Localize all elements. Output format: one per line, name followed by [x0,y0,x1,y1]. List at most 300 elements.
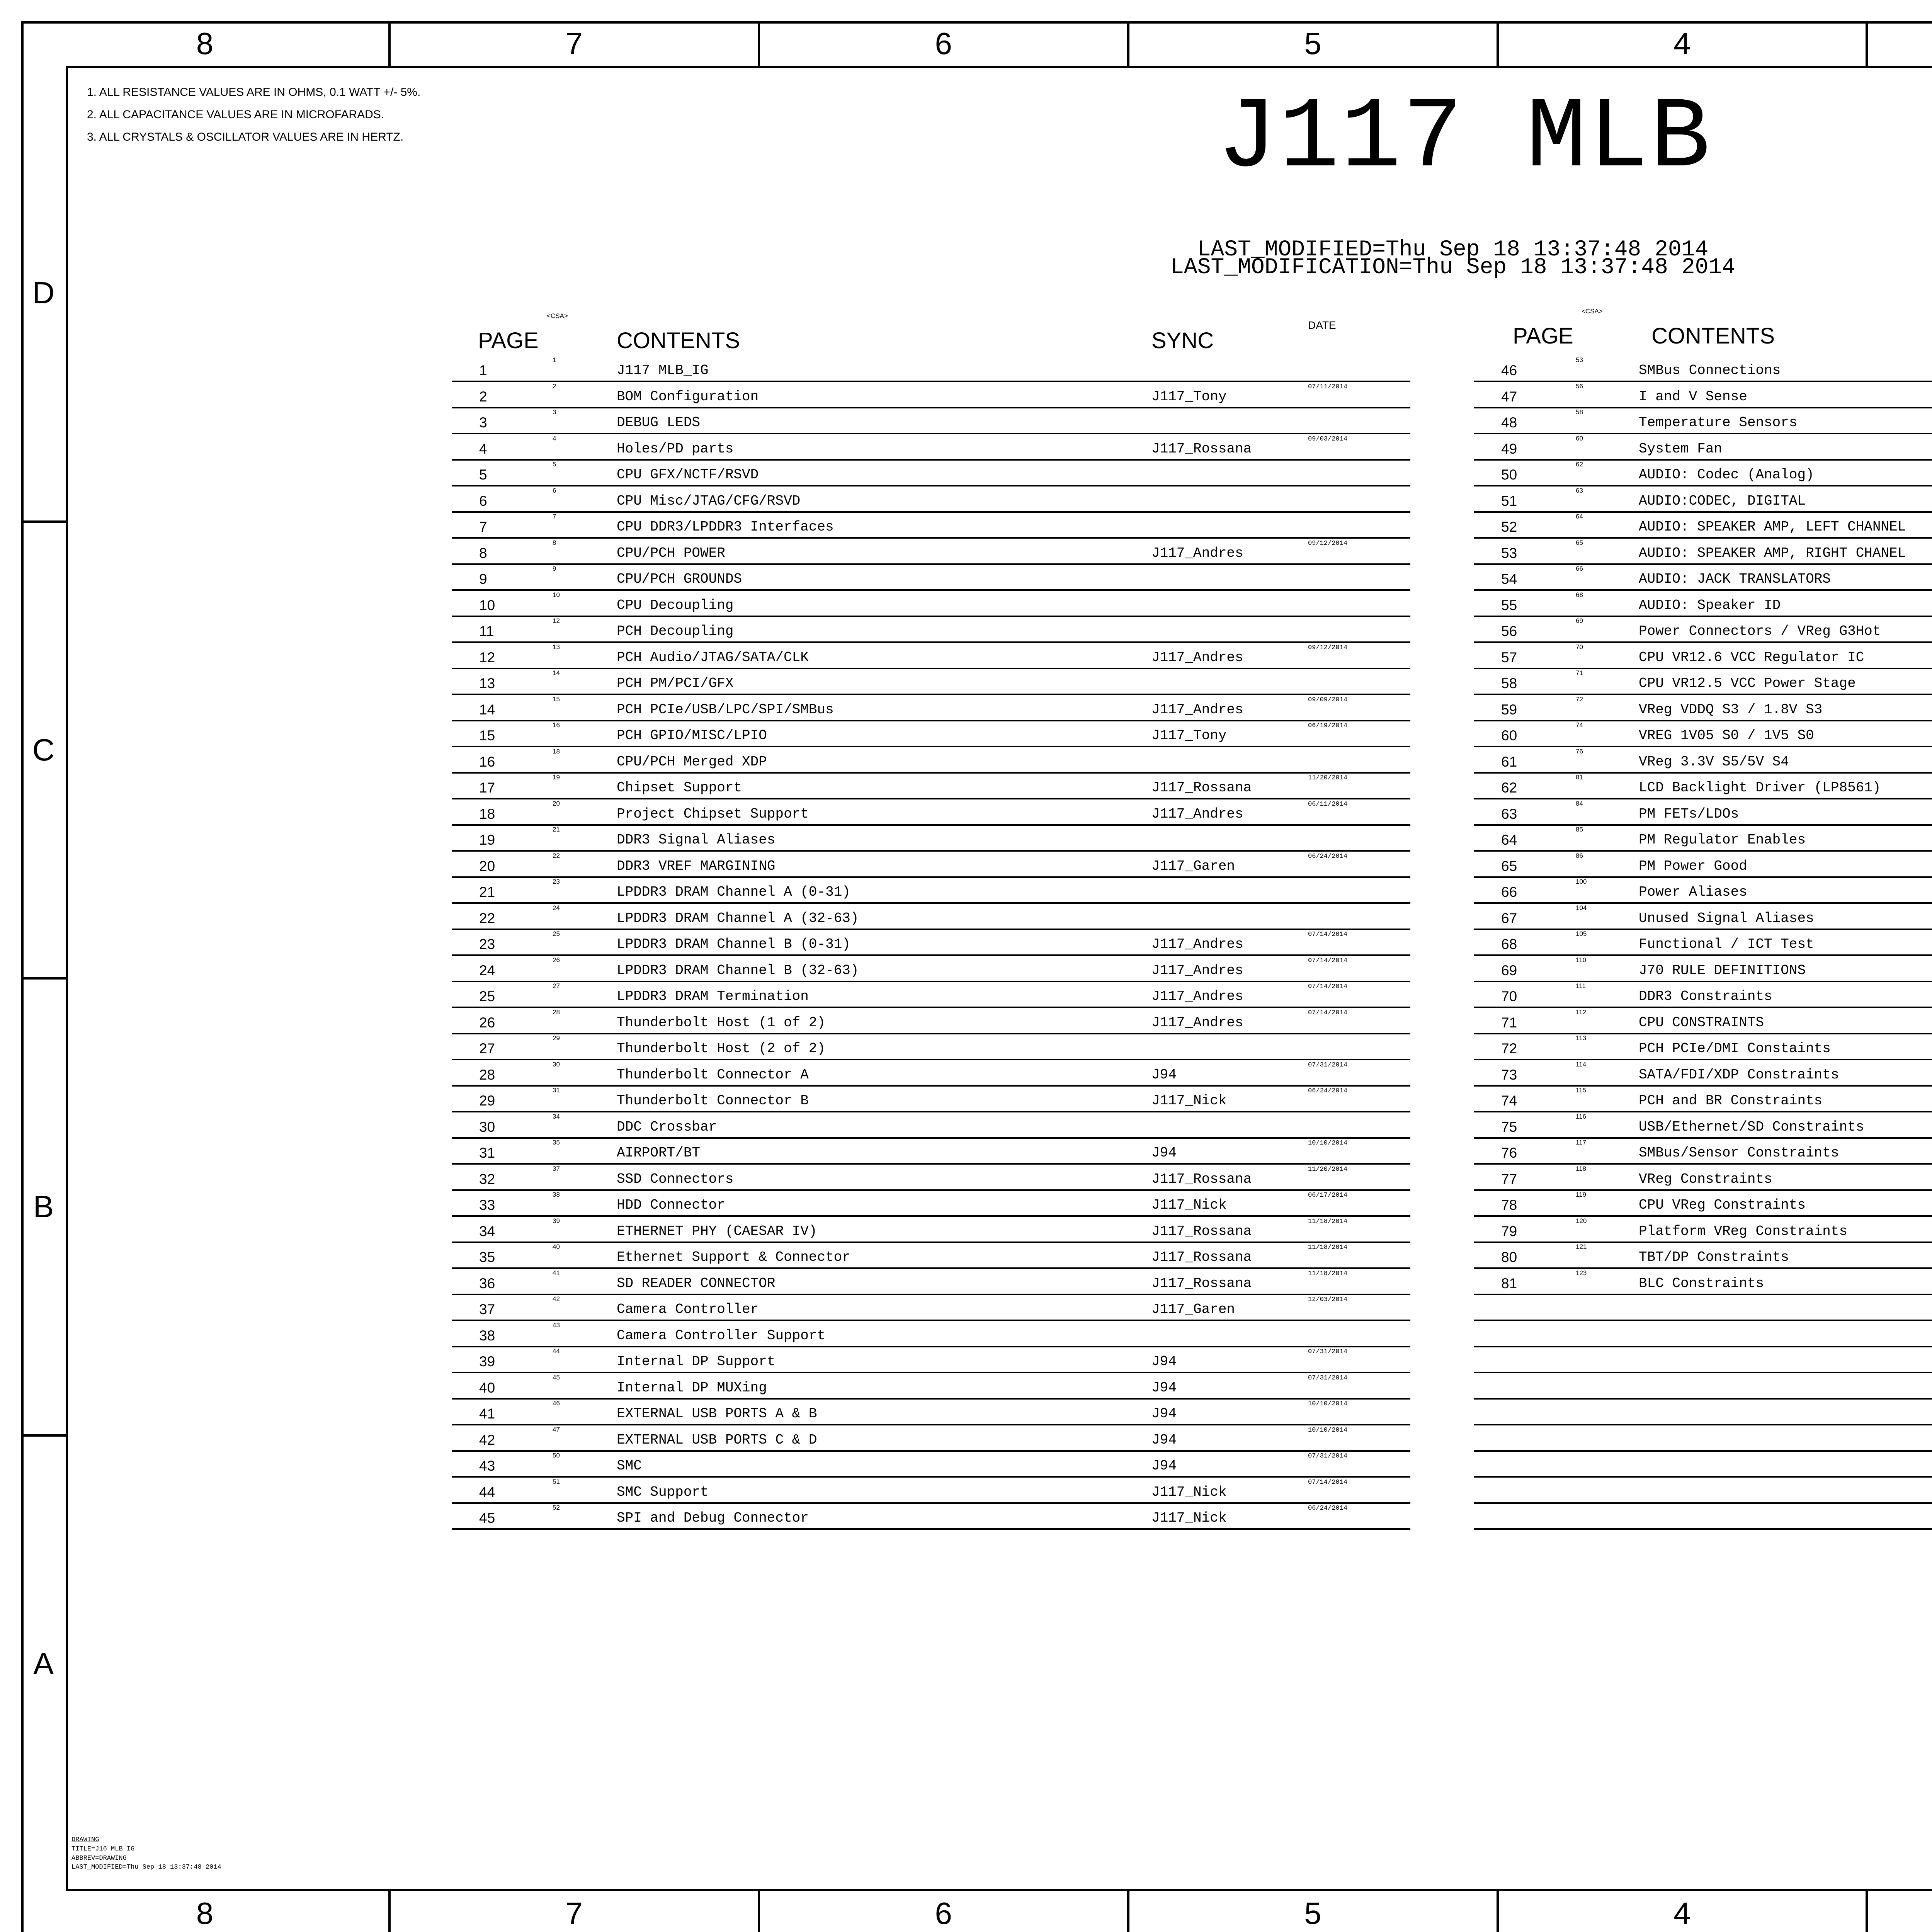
toc-date: 09/12/2014 [1308,644,1348,651]
toc-csa-number: 121 [1576,1243,1587,1250]
toc-page-number: 49 [1501,440,1517,457]
toc-page-number: 69 [1501,962,1517,978]
toc-sync: J117_Andres [1151,806,1243,822]
toc-row [452,878,1410,904]
toc-contents-header: CONTENTS [1651,323,1775,349]
toc-contents: ETHERNET PHY (CAESAR IV) [617,1223,817,1239]
toc-page-number: 62 [1501,780,1517,796]
toc-contents: System Fan [1639,440,1723,457]
toc-csa-number: 69 [1576,617,1583,624]
toc-page-number: 15 [479,728,495,743]
toc-page-number: 57 [1501,649,1517,665]
stamp-line: ABBREV=DRAWING [71,1854,127,1862]
toc-csa-number: 113 [1576,1034,1587,1042]
toc-csa-number: 50 [553,1452,560,1459]
toc-row [452,1295,1410,1321]
toc-contents: Power Aliases [1639,884,1747,900]
toc-contents: SPI and Debug Connector [617,1510,809,1526]
toc-row [452,487,1410,513]
toc-page-number: 66 [1501,884,1517,900]
toc-csa-number: 71 [1576,669,1583,677]
toc-csa-number: 44 [553,1347,560,1355]
toc-page-number: 50 [1501,467,1517,483]
toc-contents: J117 MLB_IG [617,362,709,378]
toc-contents: DDR3 Constraints [1639,988,1772,1004]
toc-page-number: 72 [1501,1041,1517,1056]
toc-sync: J94 [1151,1145,1177,1161]
toc-csa-number: 38 [553,1191,560,1198]
toc-row [1474,904,1932,930]
toc-page-number: 20 [479,858,495,874]
toc-page-number: 6 [479,493,487,509]
toc-page-number: 41 [479,1406,495,1422]
toc-page-number: 23 [479,936,495,952]
toc-contents: CPU Misc/JTAG/CFG/RSVD [617,493,801,509]
toc-contents: Power Connectors / VReg G3Hot [1639,623,1881,639]
toc-csa-number: 62 [1576,461,1583,468]
toc-contents: CPU Decoupling [617,597,734,613]
toc-page-number: 33 [479,1197,495,1213]
toc-date: 07/11/2014 [1308,383,1348,391]
toc-contents: Holes/PD parts [617,440,734,457]
toc-csa-number: 85 [1576,826,1583,833]
toc-csa-header: <CSA> [1582,308,1603,315]
toc-contents: DDC Crossbar [617,1119,717,1135]
toc-row [452,748,1410,774]
toc-row [452,591,1410,617]
toc-contents: PCH Audio/JTAG/SATA/CLK [617,649,809,665]
toc-date: 11/18/2014 [1308,1244,1348,1251]
toc-sync-header: SYNC [1151,328,1214,353]
toc-csa-number: 56 [1576,382,1583,390]
toc-contents: DEBUG LEDS [617,415,701,430]
toc-row [452,565,1410,591]
toc-row [452,1009,1410,1034]
toc-date: 09/03/2014 [1308,435,1348,443]
toc-csa-number: 60 [1576,434,1583,442]
toc-csa-number: 52 [553,1504,560,1511]
toc-page-number: 61 [1501,753,1517,770]
toc-contents: Thunderbolt Connector B [617,1093,809,1109]
toc-page-number: 7 [479,519,487,535]
toc-csa-number: 81 [1576,774,1583,781]
toc-contents: CPU DDR3/LPDDR3 Interfaces [617,519,834,535]
toc-date: 10/10/2014 [1308,1426,1348,1434]
toc-page-number: 51 [1501,493,1517,509]
toc-row [452,1243,1410,1269]
toc-contents: SMBus/Sensor Constraints [1639,1145,1839,1161]
toc-date: 07/14/2014 [1308,957,1348,964]
toc-row [1474,408,1932,434]
toc-row [452,356,1410,382]
toc-page-number: 67 [1501,910,1517,926]
toc-date: 06/11/2014 [1308,800,1348,808]
toc-sync: J117_Garen [1151,1301,1235,1317]
toc-contents: J70 RULE DEFINITIONS [1639,962,1806,978]
toc-contents: SD READER CONNECTOR [617,1275,776,1291]
toc-csa-number: 70 [1576,643,1583,651]
stamp-line: LAST_MODIFIED=Thu Sep 18 13:37:48 2014 [71,1864,221,1871]
zone-band-bottom [21,1891,1932,1932]
toc-page-number: 30 [479,1119,495,1135]
toc-row [452,643,1410,669]
general-note: 1. ALL RESISTANCE VALUES ARE IN OHMS, 0.1 WATT +/- 5%. [87,86,421,99]
toc-contents: BLC Constraints [1639,1275,1764,1291]
toc-contents: EXTERNAL USB PORTS A & B [617,1406,817,1422]
toc-page-number: 29 [479,1093,495,1109]
toc-row [1474,356,1932,382]
toc-empty-row [1474,1321,1932,1347]
toc-row [1474,487,1932,513]
toc-date: 07/31/2014 [1308,1374,1348,1382]
toc-row [1474,1087,1932,1112]
toc-row [1474,461,1932,486]
toc-page-number: 16 [479,753,495,770]
toc-page-number: 71 [1501,1014,1517,1031]
toc-sync: J94 [1151,1354,1177,1369]
toc-csa-number: 39 [553,1217,560,1225]
toc-row [452,1400,1410,1425]
toc-date: 09/12/2014 [1308,539,1348,547]
toc-page-number: 12 [479,649,495,665]
toc-csa-number: 72 [1576,695,1583,703]
toc-sync: J117_Nick [1151,1197,1227,1213]
toc-date: 07/14/2014 [1308,1009,1348,1017]
toc-page-number: 63 [1501,806,1517,822]
toc-contents: SSD Connectors [617,1171,734,1187]
toc-row [452,1165,1410,1191]
toc-sync: J117_Tony [1151,728,1227,743]
toc-contents: HDD Connector [617,1197,725,1213]
toc-sync: J117_Andres [1151,545,1243,561]
toc-csa-number: 19 [553,774,560,781]
toc-row [452,435,1410,461]
toc-csa-number: 34 [553,1112,560,1120]
toc-contents: AUDIO: Codec (Analog) [1639,467,1814,483]
toc-csa-number: 12 [553,617,560,624]
toc-contents: CPU VR12.6 VCC Regulator IC [1639,649,1864,665]
toc-empty-row [1474,1295,1932,1321]
zone-label: B [21,980,66,1437]
toc-row [452,1269,1410,1295]
zone-label: C [21,523,66,980]
toc-row [1474,800,1932,826]
zone-label: A [33,1646,54,1681]
toc-contents: CPU/PCH Merged XDP [617,753,767,770]
zone-label: 7 [391,1891,760,1932]
toc-date: 07/14/2014 [1308,983,1348,990]
toc-contents: LCD Backlight Driver (LP8561) [1639,780,1881,796]
toc-date: 10/10/2014 [1308,1400,1348,1408]
toc-page-number: 55 [1501,597,1517,613]
toc-page-number: 60 [1501,728,1517,743]
toc-contents: SMC Support [617,1484,709,1500]
toc-sync: J117_Rossana [1151,440,1252,457]
toc-empty-row [1474,1374,1932,1400]
toc-csa-number: 66 [1576,565,1583,572]
toc-csa-number: 30 [553,1060,560,1068]
toc-csa-number: 111 [1576,982,1586,990]
drawing-stamp [71,1835,221,1872]
toc-row [452,539,1410,565]
toc-date: 11/18/2014 [1308,1270,1348,1277]
toc-row [1474,774,1932,799]
toc-row [452,1113,1410,1139]
toc-contents: DDR3 Signal Aliases [617,832,776,848]
toc-row [1474,878,1932,904]
toc-contents: PCH PCIe/USB/LPC/SPI/SMBus [617,701,834,718]
toc-sync: J94 [1151,1379,1177,1396]
toc-row [452,669,1410,695]
toc-row [1474,826,1932,852]
toc-row [1474,565,1932,591]
toc-page-number: 53 [1501,545,1517,561]
toc-csa-number: 13 [553,643,560,651]
toc-empty-row [1474,1478,1932,1504]
toc-csa-number: 53 [1576,356,1583,364]
toc-sync: J117_Andres [1151,1014,1243,1031]
toc-row [1474,1009,1932,1034]
toc-sync: J117_Nick [1151,1093,1227,1109]
toc-sync: J94 [1151,1066,1177,1083]
toc-page-number: 31 [479,1145,495,1161]
toc-row [1474,1217,1932,1243]
toc-page-number: 24 [479,962,495,978]
toc-csa-number: 84 [1576,799,1583,807]
toc-row [452,1452,1410,1478]
toc-csa-number: 41 [553,1269,560,1277]
toc-csa-number: 27 [553,982,560,990]
toc-contents: Thunderbolt Host (2 of 2) [617,1041,826,1056]
zone-label: 6 [760,1891,1129,1932]
toc-csa-number: 123 [1576,1269,1587,1277]
zone-label: 8 [21,1891,391,1932]
toc-page-number: 21 [479,884,495,900]
toc-contents: I and V Sense [1639,388,1747,405]
toc-date: 06/24/2014 [1308,1505,1348,1512]
toc-row [1474,956,1932,982]
toc-sync: J117_Andres [1151,988,1243,1004]
toc-row [452,930,1410,956]
toc-contents: Camera Controller Support [617,1327,826,1344]
toc-contents: Temperature Sensors [1639,415,1798,430]
toc-page-number: 9 [479,571,487,587]
toc-page-number: 75 [1501,1119,1517,1135]
toc-page-number: 44 [479,1484,495,1500]
toc-page-number: 18 [479,806,495,822]
zone-label: 4 [1499,21,1868,66]
toc-page-number: 80 [1501,1249,1517,1265]
toc-csa-number: 64 [1576,513,1583,520]
toc-csa-number: 40 [553,1243,560,1250]
toc-csa-number: 46 [553,1400,560,1407]
toc-page-number: 13 [479,675,495,691]
toc-csa-number: 114 [1576,1060,1587,1068]
toc-page-number: 26 [479,1014,495,1031]
toc-page-number: 64 [1501,832,1517,848]
toc-csa-number: 76 [1576,747,1583,755]
toc-contents: PM Power Good [1639,858,1747,874]
toc-date: 09/09/2014 [1308,696,1348,704]
zone-band-top [21,21,1932,66]
toc-sync: J117_Andres [1151,701,1243,718]
toc-contents: DDR3 VREF MARGINING [617,858,776,874]
toc-csa-number: 112 [1576,1008,1587,1016]
toc-row [1474,383,1932,408]
toc-page-number: 14 [479,701,495,718]
toc-contents: LPDDR3 DRAM Termination [617,988,809,1004]
toc-page-number: 46 [1501,362,1517,378]
toc-row [452,774,1410,799]
toc-row [452,1087,1410,1112]
toc-row [1474,1061,1932,1087]
general-note: 3. ALL CRYSTALS & OSCILLATOR VALUES ARE IN HERTZ. [87,131,404,143]
stamp-line: TITLE=J16 MLB_IG [71,1845,135,1853]
toc-csa-number: 15 [553,695,560,703]
toc-csa-number: 115 [1576,1087,1587,1094]
toc-csa-number: 43 [553,1321,560,1329]
toc-page-number: 35 [479,1249,495,1265]
toc-row [1474,1165,1932,1191]
toc-empty-row [1474,1347,1932,1373]
toc-contents: CPU VReg Constraints [1639,1197,1806,1213]
toc-page-number: 45 [479,1510,495,1526]
toc-contents: VReg 3.3V S5/5V S4 [1639,753,1789,770]
toc-row [1474,1034,1932,1060]
toc-page-number: 79 [1501,1223,1517,1239]
toc-page-number: 42 [479,1432,495,1448]
stamp-line: DRAWING [71,1836,99,1844]
toc-page-number: 17 [479,780,495,796]
toc-csa-number: 8 [553,539,556,546]
toc-csa-number: 25 [553,930,560,937]
toc-contents: LPDDR3 DRAM Channel B (32-63) [617,962,859,978]
toc-csa-number: 16 [553,721,560,729]
toc-contents: USB/Ethernet/SD Constraints [1639,1119,1864,1135]
toc-page-number: 38 [479,1327,495,1344]
toc-page-number: 43 [479,1458,495,1474]
toc-row [1474,1269,1932,1295]
toc-csa-number: 100 [1576,878,1587,885]
toc-page-number: 2 [479,388,487,405]
toc-sync: J117_Rossana [1151,1223,1252,1239]
toc-row [1474,539,1932,565]
toc-contents: PCH GPIO/MISC/LPIO [617,728,767,743]
toc-empty-row [1474,1504,1932,1530]
toc-csa-number: 5 [553,461,556,468]
toc-contents-header: CONTENTS [617,328,740,353]
toc-csa-number: 65 [1576,539,1583,546]
general-note: 2. ALL CAPACITANCE VALUES ARE IN MICROFARADS. [87,108,384,121]
toc-row [1474,1243,1932,1269]
toc-row [452,513,1410,539]
toc-page-number: 28 [479,1066,495,1083]
toc-date: 11/20/2014 [1308,1165,1348,1173]
toc-contents: PM Regulator Enables [1639,832,1806,848]
zone-label: 4 [1499,1891,1868,1932]
toc-csa-number: 9 [553,565,556,572]
toc-csa-number: 28 [553,1008,560,1016]
toc-sync: J117_Rossana [1151,1171,1252,1187]
toc-csa-number: 104 [1576,904,1587,912]
toc-contents: AUDIO: SPEAKER AMP, RIGHT CHANEL [1639,545,1906,561]
toc-page-number: 8 [479,545,487,561]
toc-sync: J117_Andres [1151,962,1243,978]
zone-label: 6 [760,21,1129,66]
toc-csa-number: 118 [1576,1165,1587,1172]
toc-contents: PCH PM/PCI/GFX [617,675,734,691]
toc-contents: SMBus Connections [1639,362,1781,378]
toc-csa-number: 68 [1576,591,1583,599]
toc-csa-number: 51 [553,1478,560,1485]
toc-contents: BOM Configuration [617,388,759,405]
zone-band-left [21,66,66,1891]
toc-row [452,1374,1410,1400]
toc-row [452,982,1410,1008]
toc-sync: J117_Garen [1151,858,1235,874]
toc-date: 06/24/2014 [1308,1087,1348,1095]
toc-page-number: 3 [479,415,487,430]
toc-page-header: PAGE [478,328,539,353]
toc-page-number: 52 [1501,519,1517,535]
toc-contents: Chipset Support [617,780,742,796]
toc-page-number: 19 [479,832,495,848]
toc-contents: LPDDR3 DRAM Channel A (0-31) [617,884,850,900]
toc-page-number: 74 [1501,1093,1517,1109]
toc-row [1474,852,1932,878]
toc-page-number: 5 [479,467,487,483]
toc-date: 07/14/2014 [1308,931,1348,938]
toc-empty-row [1474,1400,1932,1425]
toc-csa-number: 120 [1576,1217,1587,1225]
toc-row [1474,696,1932,721]
toc-contents: VReg Constraints [1639,1171,1772,1187]
toc-page-number: 37 [479,1301,495,1317]
toc-csa-number: 63 [1576,486,1583,494]
toc-page-number: 25 [479,988,495,1004]
toc-row [452,1217,1410,1243]
zone-label [1868,21,1932,66]
toc-contents: Camera Controller [617,1301,759,1317]
toc-csa-number: 3 [553,408,556,416]
toc-page-number: 81 [1501,1275,1517,1291]
toc-row [452,1061,1410,1087]
toc-csa-number: 116 [1576,1112,1587,1120]
toc-sync: J117_Andres [1151,649,1243,665]
toc-row [452,383,1410,408]
toc-contents: PM FETs/LDOs [1639,806,1739,822]
toc-contents: PCH Decoupling [617,623,734,639]
toc-row [452,721,1410,747]
toc-row [1474,669,1932,695]
toc-csa-number: 119 [1576,1191,1587,1198]
toc-row [452,408,1410,434]
toc-row [452,1478,1410,1504]
toc-row [452,696,1410,721]
toc-contents: Platform VReg Constraints [1639,1223,1848,1239]
toc-empty-row [1474,1452,1932,1478]
toc-row [452,904,1410,930]
toc-row [1474,435,1932,461]
toc-date: 07/31/2014 [1308,1452,1348,1460]
toc-page-number: 56 [1501,623,1517,639]
toc-date: 06/17/2014 [1308,1192,1348,1199]
toc-row [1474,591,1932,617]
toc-contents: Project Chipset Support [617,806,809,822]
toc-sync: J117_Tony [1151,388,1227,405]
toc-sync: J117_Rossana [1151,780,1252,796]
toc-date-header: DATE [1308,319,1336,331]
